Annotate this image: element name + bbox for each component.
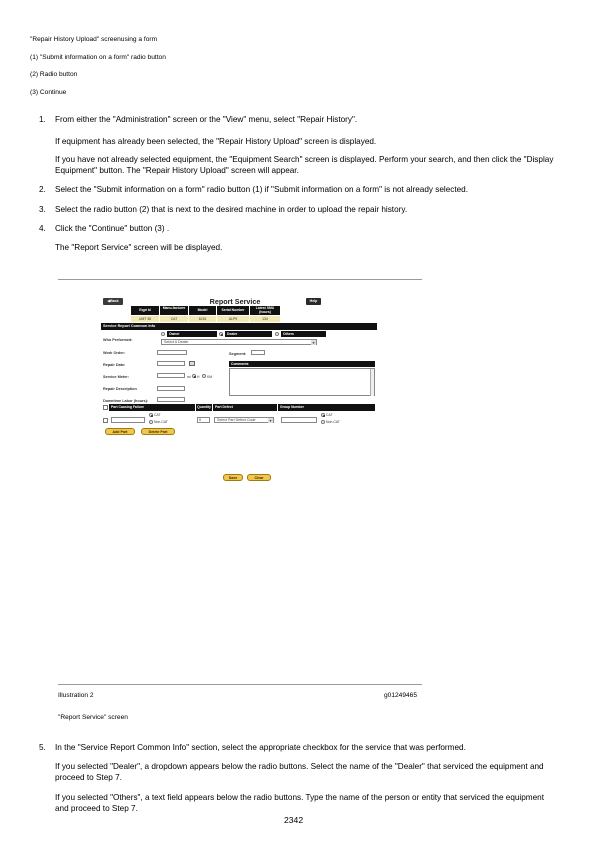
step-4: Click the "Continue" button (3) . — [55, 224, 170, 233]
delete-part-button[interactable]: Delete Part — [141, 428, 175, 435]
group-number-input[interactable] — [281, 417, 317, 423]
calendar-icon[interactable] — [189, 361, 195, 366]
step-1: From either the "Administration" screen or the "View" menu, select "Repair History". — [55, 115, 358, 124]
comments-header: Comments — [229, 361, 375, 367]
segment-input[interactable] — [251, 350, 265, 355]
step-number-1: 1. — [39, 115, 46, 124]
clear-button[interactable]: Clear — [247, 474, 271, 481]
meter-h-label: H — [197, 375, 200, 379]
work-order-label: Work Order: — [103, 351, 126, 355]
step-2: Select the "Submit information on a form" radio button (1) if "Submit information on a form" is not already selected. — [55, 185, 469, 194]
dealer-select[interactable]: Select A Dealer ▾ — [161, 339, 317, 345]
eq-header-serial: Serial Number — [217, 306, 249, 315]
illustration-caption: "Report Service" screen — [58, 714, 128, 721]
part-header-group: Group Number — [278, 404, 375, 411]
part-defect-select[interactable]: Select Part Defect Code ▾ — [214, 417, 274, 423]
eq-header-manufacturer: Manu-facturer — [160, 306, 188, 315]
part-header-defect: Part Defect — [213, 404, 277, 411]
figure-title: "Repair History Upload" screenusing a form — [30, 36, 158, 43]
downtime-label: Downtime Labor (hours): — [103, 399, 149, 403]
eq-value-serial: ALP9 — [217, 316, 249, 322]
service-meter-input[interactable] — [157, 373, 185, 378]
page-number: 2342 — [284, 815, 304, 825]
comments-textarea[interactable] — [229, 368, 375, 396]
eq-header-model: Model — [189, 306, 216, 315]
part-cat-label: CAT — [154, 413, 161, 417]
group-cat-radio[interactable] — [321, 413, 325, 417]
step-1-para-2: If you have not already selected equipment, the "Equipment Search" screen is displayed. Perform your search, and then click the "Display Equipment" button. The "Repair History Upload" screen will appear. — [55, 155, 554, 175]
caption-3: (3) Continue — [30, 89, 67, 96]
owner-label: Owner — [167, 331, 217, 337]
eq-value-id: UMT 38 — [131, 316, 159, 322]
step-number-2: 2. — [39, 185, 46, 194]
group-cat-label: CAT — [326, 413, 333, 417]
work-order-input[interactable] — [157, 350, 187, 355]
part-noncat-label: Non-CAT — [154, 420, 168, 424]
eq-header-smu: Latest SMU (hours) — [250, 306, 280, 315]
comments-scrollbar[interactable] — [370, 369, 374, 396]
section-header: Service Report Common Info — [101, 323, 377, 330]
service-meter-label: Service Meter: — [103, 375, 129, 379]
step-4-para-1: The "Report Service" screen will be displayed. — [55, 243, 223, 252]
step-5: In the "Service Report Common Info" section, select the appropriate checkbox for the service that was performed. — [55, 743, 466, 752]
step-1-para-1: If equipment has already been selected, the "Repair History Upload" screen is displayed. — [55, 137, 377, 146]
illustration-id: g01249465 — [384, 692, 418, 699]
part-number-input[interactable] — [111, 417, 145, 423]
repair-date-label: Repair Date: — [103, 363, 126, 367]
step-number-5: 5. — [39, 743, 46, 752]
who-performed-label: Who Performed: — [103, 338, 133, 342]
save-button[interactable]: Save — [223, 474, 243, 481]
step-5-para-2: If you selected "Others", a text field appears below the radio buttons. Type the name of the person or entity that serviced the equipment and proceed to Step 7. — [55, 793, 545, 813]
repair-description-label: Repair Description — [103, 387, 137, 391]
add-part-button[interactable]: Add Part — [105, 428, 135, 435]
eq-value-manufacturer: CAT — [160, 316, 188, 322]
back-button[interactable]: ◀Back — [103, 298, 123, 305]
part-cat-radio[interactable] — [149, 413, 153, 417]
step-number-3: 3. — [39, 205, 46, 214]
help-button[interactable]: Help — [306, 298, 321, 305]
figure-bottom-rule — [58, 684, 422, 685]
screen-title: Report Service — [209, 297, 261, 306]
figure-top-rule — [58, 279, 422, 280]
part-header-failure: Part Causing Failure — [109, 404, 195, 411]
step-3: Select the radio button (2) that is next to the desired machine in order to upload the repair history. — [55, 205, 408, 214]
part-noncat-radio[interactable] — [149, 420, 153, 424]
meter-mi-label: mi — [187, 375, 191, 379]
group-noncat-radio[interactable] — [321, 420, 325, 424]
meter-km-radio[interactable] — [202, 374, 206, 378]
part-row-checkbox[interactable] — [103, 418, 108, 423]
repair-description-input[interactable] — [157, 386, 185, 391]
meter-h-radio[interactable] — [192, 374, 196, 378]
eq-value-model: 6215 — [189, 316, 216, 322]
step-number-4: 4. — [39, 224, 46, 233]
step-5-para-1: If you selected "Dealer", a dropdown appears below the radio buttons. Select the name of the "Dealer" that serviced the equipment and proceed to Step 7. — [55, 762, 544, 782]
others-radio[interactable] — [275, 332, 279, 336]
group-noncat-label: Non-CAT — [326, 420, 340, 424]
caption-1: (1) "Submit information on a form" radio button — [30, 54, 166, 61]
quantity-input[interactable]: 0 — [197, 417, 210, 423]
repair-date-input[interactable] — [157, 361, 185, 366]
part-header-quantity: Quantity — [197, 405, 211, 409]
caption-2: (2) Radio button — [30, 71, 78, 78]
downtime-input[interactable] — [157, 397, 185, 402]
meter-km-label: KM — [207, 375, 213, 379]
select-all-parts-checkbox[interactable] — [103, 405, 108, 410]
eq-header-id: Eqpt Id — [131, 306, 159, 315]
dealer-label: Dealer — [225, 331, 272, 337]
segment-label: Segment: — [229, 352, 247, 356]
dealer-radio[interactable] — [219, 332, 223, 336]
report-service-screenshot — [101, 297, 377, 482]
back-arrow-icon: ◀ — [107, 299, 111, 303]
owner-radio[interactable] — [161, 332, 165, 336]
illustration-label: Illustration 2 — [58, 692, 94, 699]
eq-value-smu: 134 — [250, 316, 280, 322]
others-label: Others — [281, 331, 326, 337]
